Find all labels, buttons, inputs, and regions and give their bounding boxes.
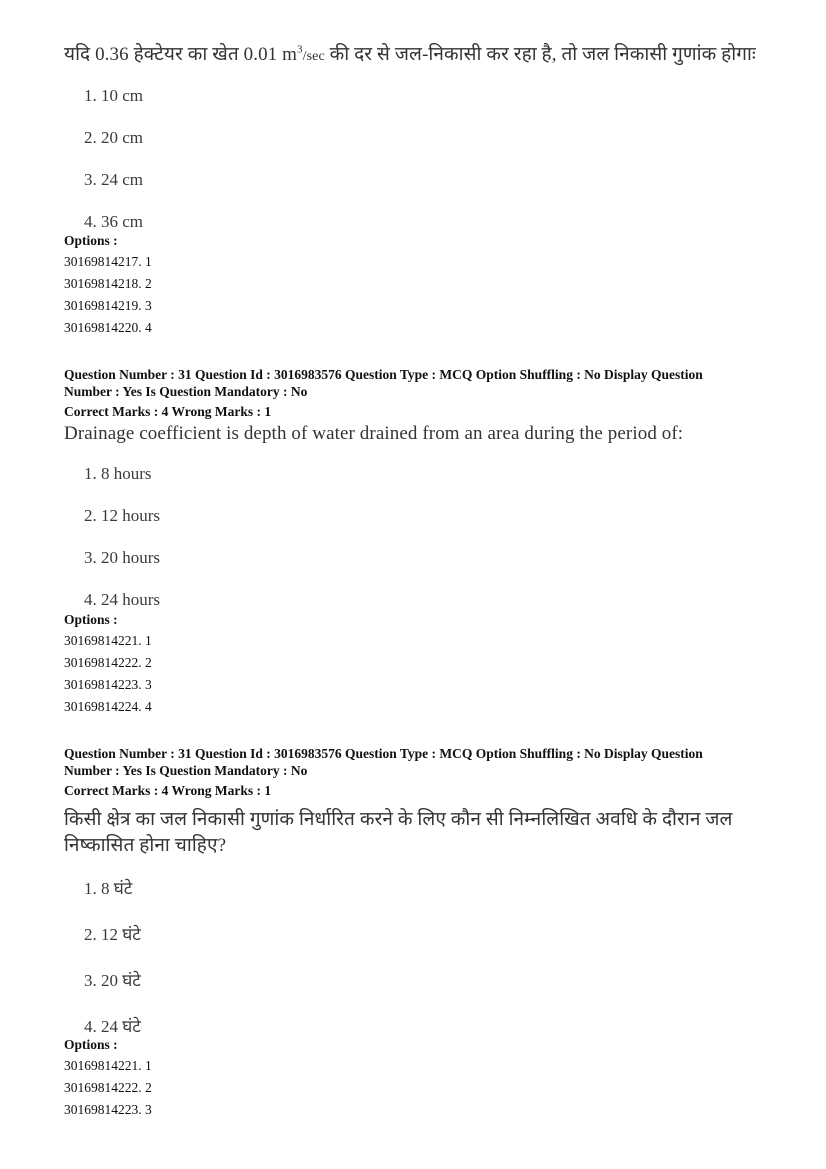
q31-hi-header-line1: Question Number : 31 Question Id : 3016983576 Question Type : MCQ Option Shuffling : No Display Question [64,746,703,761]
q31-hi-choice-2: 2. 12 घंटे [84,925,141,944]
q31-hi-header-line2: Number : Yes Is Question Mandatory : No [64,763,308,778]
q31-en-choice-2: 2. 12 hours [84,506,161,525]
q31-en-options-label: Options : [64,612,118,627]
q30-text-pre: यदि 0.36 हेक्टेयर का खेत 0.01 m [64,44,298,65]
q31-en-choice-3: 3. 20 hours [84,548,161,567]
q31-hi-options-label: Options : [64,1037,118,1052]
q30-text-sup: 3 [297,43,303,56]
q30-option-code-4: 30169814220. 4 [64,320,152,335]
q30-text-unit: /sec [302,49,325,64]
q31-en-question-text: Drainage coefficient is depth of water drained from an area during the period of: [64,423,684,444]
q31-hi-question-line1: किसी क्षेत्र का जल निकासी गुणांक निर्धारित करने के लिए कौन सी निम्नलिखित अवधि के दौरान जल [64,809,733,830]
q31-en-choice-1: 1. 8 hours [84,464,152,483]
q30-choice-3: 3. 24 cm [84,170,144,189]
q30-choice-1: 1. 10 cm [84,86,144,105]
q31-hi-option-code-1: 30169814221. 1 [64,1058,152,1073]
q31-en-option-code-2: 30169814222. 2 [64,655,152,670]
q30-option-code-2: 30169814218. 2 [64,276,152,291]
q30-option-code-1: 30169814217. 1 [64,254,152,269]
q30-text-post: की दर से जल-निकासी कर रहा है, तो जल निकासी गुणांक होगाः [324,44,756,65]
q30-question-text [64,40,756,66]
q30-choice-2: 2. 20 cm [84,128,144,147]
q31-hi-option-code-2: 30169814222. 2 [64,1080,152,1095]
q31-en-header-line1: Question Number : 31 Question Id : 3016983576 Question Type : MCQ Option Shuffling : No Display Question [64,367,703,382]
q31-hi-choice-3: 3. 20 घंटे [84,971,141,990]
q31-hi-question-line2: निष्कासित होना चाहिए? [64,835,227,856]
q31-hi-choice-1: 1. 8 घंटे [84,879,133,898]
q31-en-choice-4: 4. 24 hours [84,590,161,609]
q31-hi-marks: Correct Marks : 4 Wrong Marks : 1 [64,783,272,798]
q31-en-marks: Correct Marks : 4 Wrong Marks : 1 [64,404,272,419]
q31-hi-option-code-3: 30169814223. 3 [64,1102,152,1117]
q30-option-code-3: 30169814219. 3 [64,298,152,313]
q31-en-header-line2: Number : Yes Is Question Mandatory : No [64,384,308,399]
q31-hi-choice-4: 4. 24 घंटे [84,1017,141,1036]
q31-en-option-code-1: 30169814221. 1 [64,633,152,648]
q30-options-label: Options : [64,233,118,248]
q31-en-option-code-3: 30169814223. 3 [64,677,152,692]
q30-choice-4: 4. 36 cm [84,212,144,231]
q31-en-option-code-4: 30169814224. 4 [64,699,152,714]
